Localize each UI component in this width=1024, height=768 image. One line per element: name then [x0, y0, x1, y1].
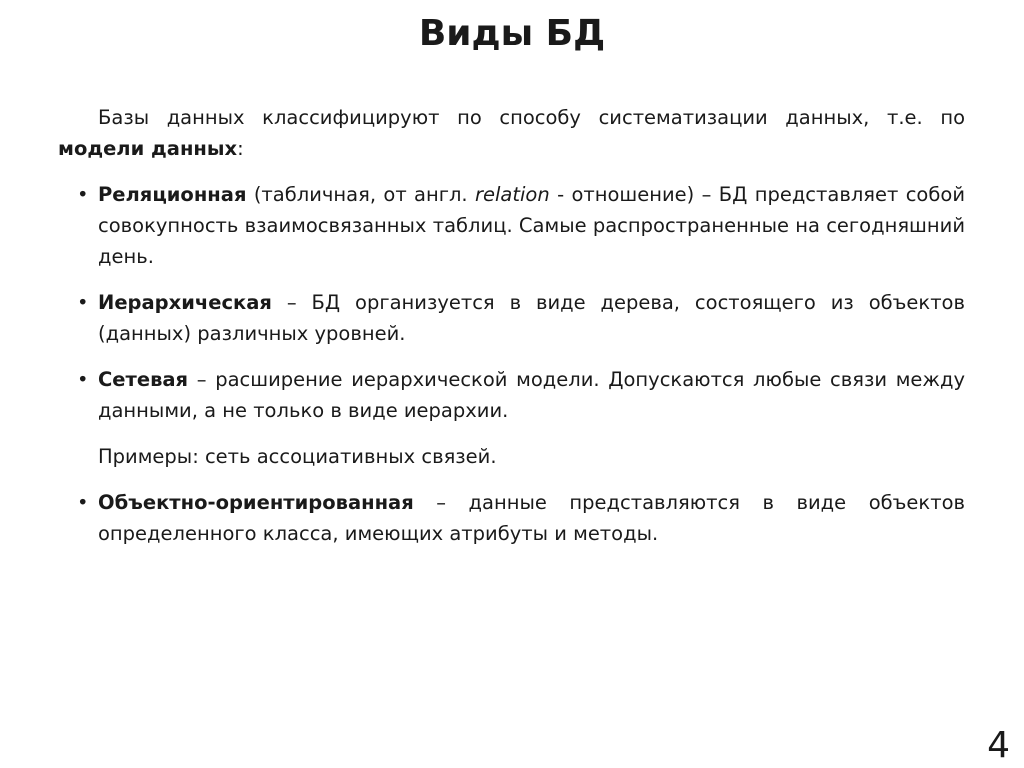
network-examples-note: Примеры: сеть ассоциативных связей.: [98, 445, 497, 468]
relational-italic-word: relation: [474, 183, 550, 206]
db-types-list-continued: [58, 487, 965, 549]
slide-content: [58, 102, 965, 564]
term-hierarchical: Иерархическая: [98, 291, 272, 314]
list-item-network: [58, 364, 965, 426]
relational-text-part2: - отношение) – БД представляет собой совокупность взаимосвязанных таблиц. Самые распространенные на сегодняшний день.: [98, 183, 965, 268]
slide-title: Виды БД: [418, 13, 606, 54]
page-number: 4: [987, 725, 1010, 766]
bullet-icon: •: [77, 368, 89, 391]
list-item-object-oriented: [58, 487, 965, 549]
network-text: – расширение иерархической модели. Допускаются любые связи между данными, а не только в виде иерархии.: [98, 368, 965, 422]
term-network: Сетевая: [98, 368, 189, 391]
list-item-relational: [58, 179, 965, 272]
object-oriented-text: – данные представляются в виде объектов определенного класса, имеющих атрибуты и методы.: [98, 491, 965, 545]
term-relational: Реляционная: [98, 183, 247, 206]
intro-text: Базы данных классифицируют по способу систематизации данных, т.е. по: [98, 106, 965, 129]
hierarchical-text: – БД организуется в виде дерева, состоящего из объектов (данных) различных уровней.: [98, 291, 965, 345]
term-object-oriented: Объектно-ориентированная: [98, 491, 414, 514]
list-item-hierarchical: [58, 287, 965, 349]
bullet-icon: •: [77, 183, 89, 206]
relational-text-part1: (табличная, от англ.: [246, 183, 475, 206]
intro-paragraph: [58, 102, 965, 164]
db-types-list: [58, 179, 965, 426]
bullet-icon: •: [77, 491, 89, 514]
intro-colon: :: [237, 137, 244, 160]
bullet-icon: •: [77, 291, 89, 314]
intro-bold-term: модели данных: [58, 137, 238, 160]
